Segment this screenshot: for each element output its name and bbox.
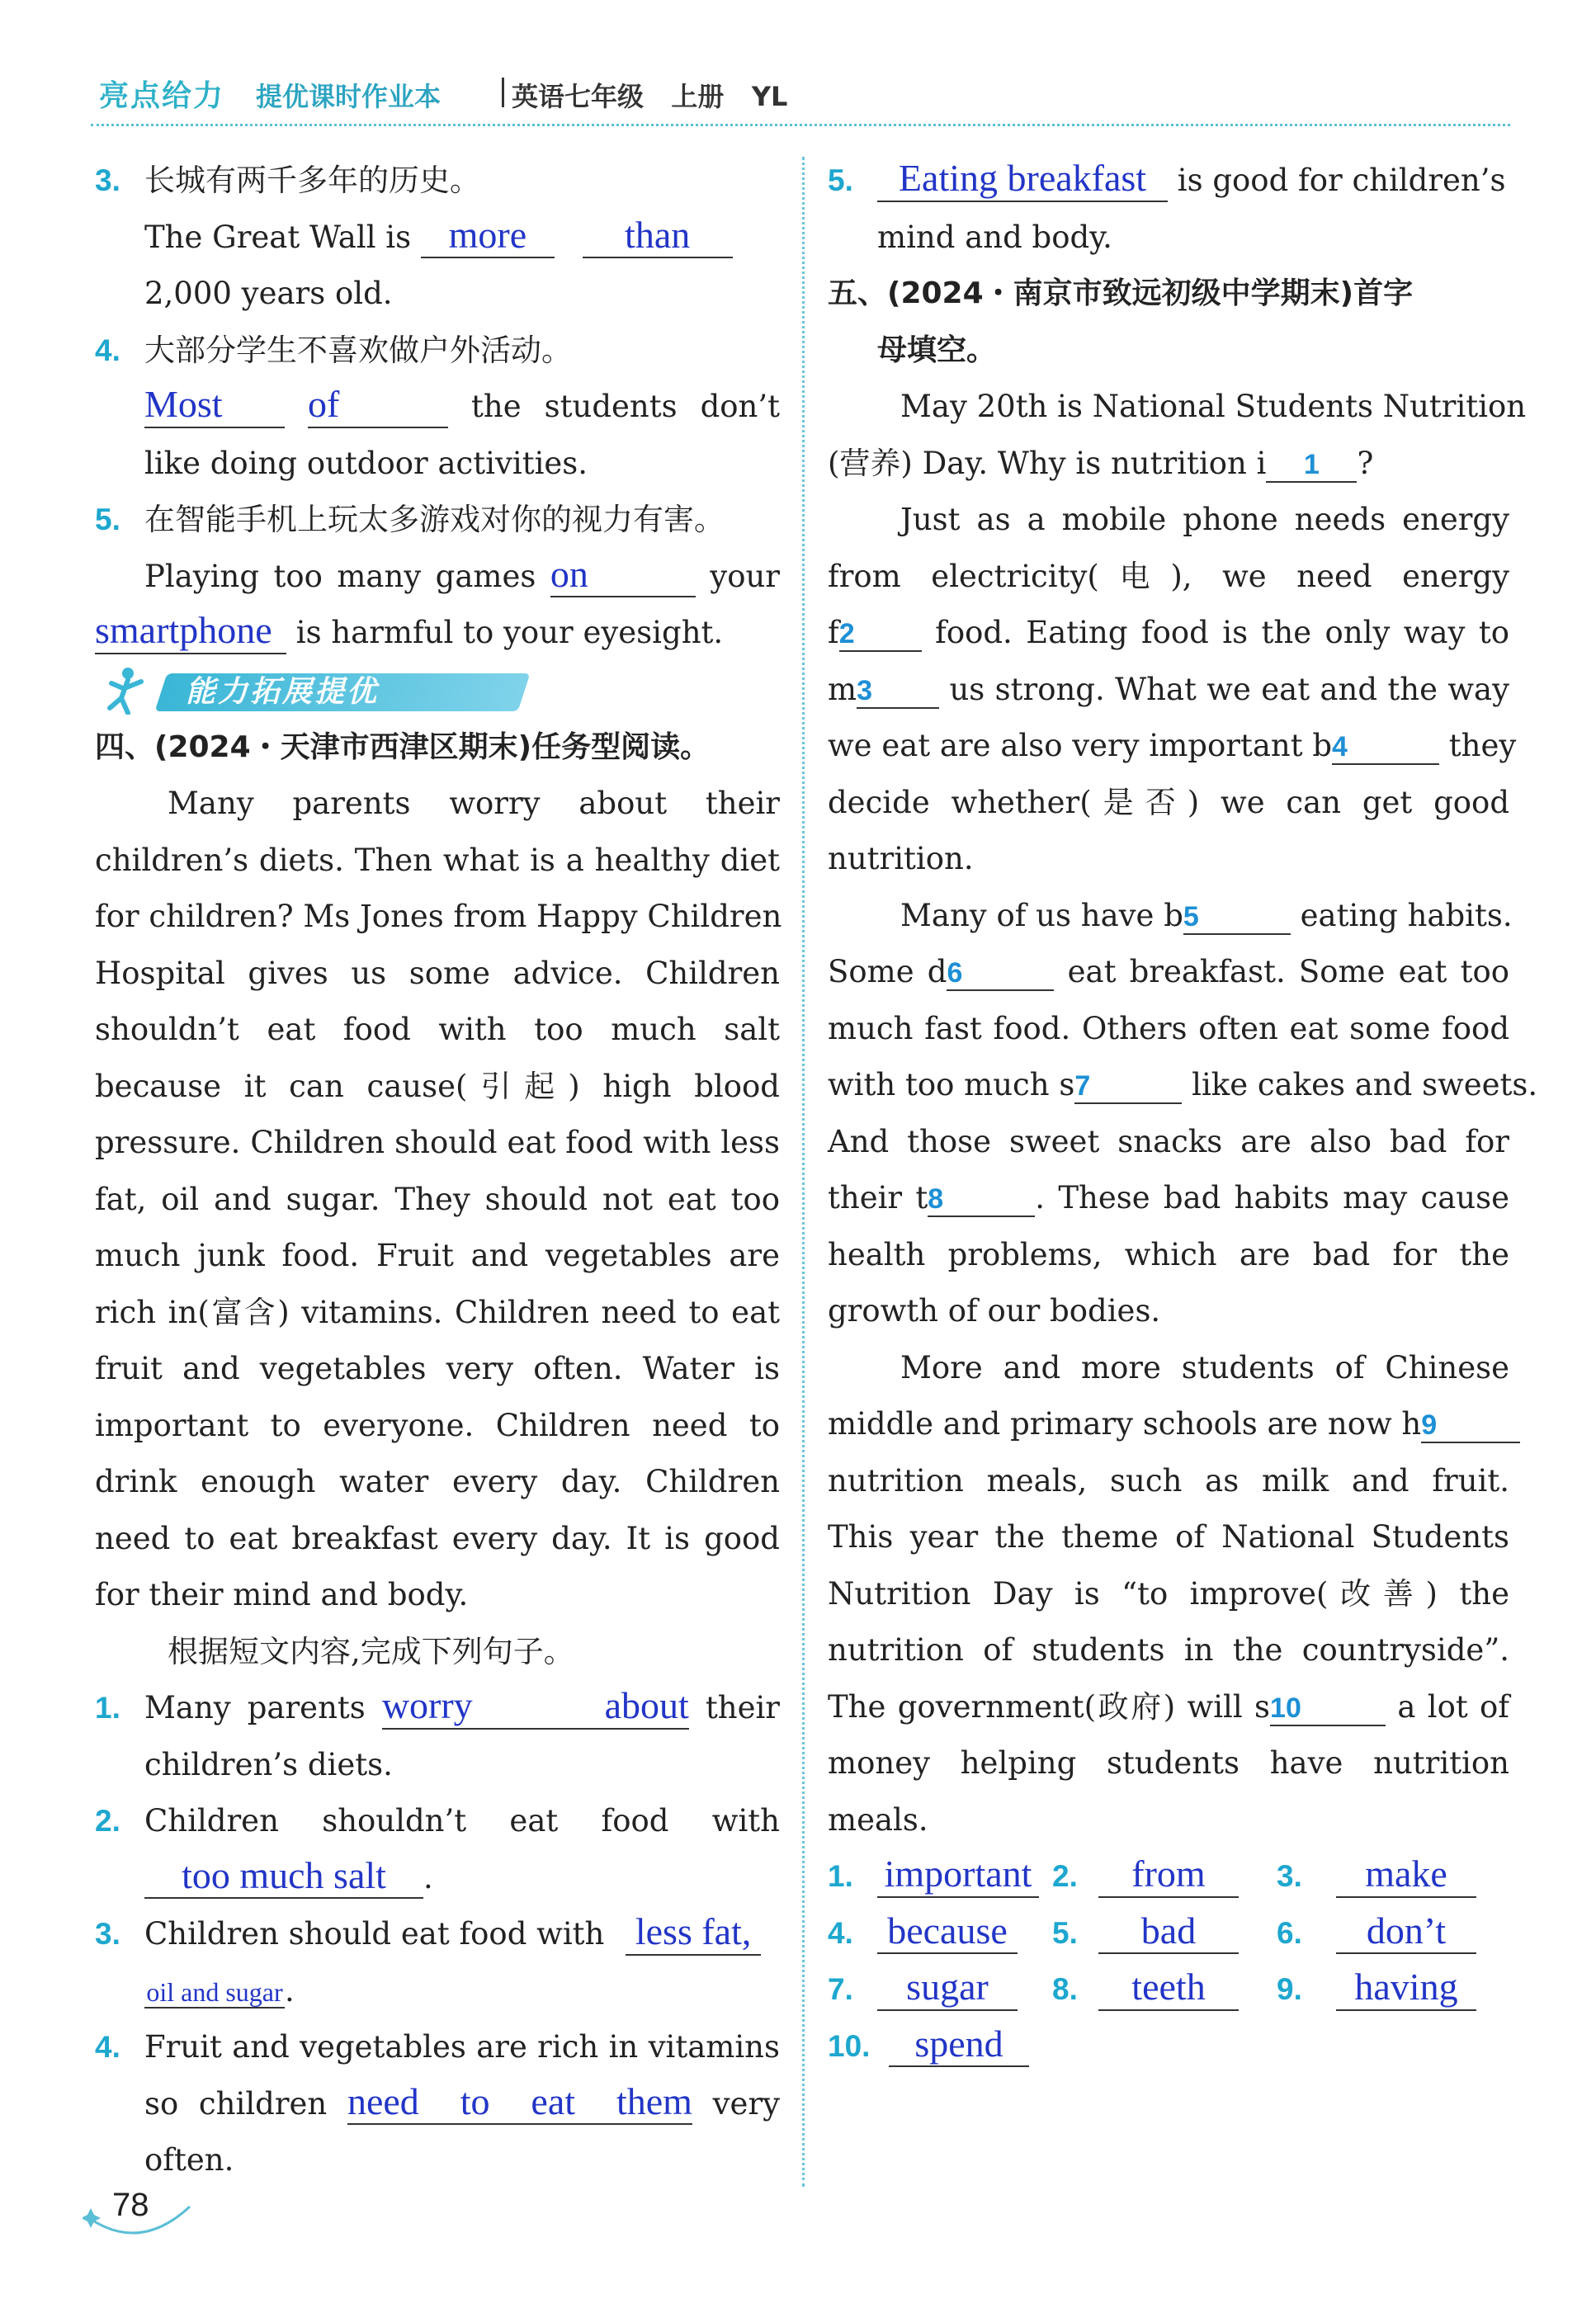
answer-row: 7. sugar 8. teeth 9. having (828, 1961, 1509, 2018)
numbered-blank: 6 (947, 957, 1054, 991)
passage-line: their t8 . These bad habits may cause (828, 1170, 1509, 1227)
numbered-blank: 9 (1421, 1409, 1520, 1443)
item-4-en-2: like doing outdoor activities. (144, 445, 588, 481)
item-5-en: Playing too many games on your (95, 549, 780, 606)
brand-logo: 亮点给力 (99, 79, 225, 113)
question-2-line-2: too much salt . (95, 1850, 780, 1907)
passage-line: children’s diets. Then what is a healthy diet (95, 842, 780, 878)
passage-line: Just as a mobile phone needs energy (900, 502, 1509, 537)
item-5-en-2: smartphone is harmful to your eyesight. (95, 605, 780, 662)
passage-line: Nutrition Day is “to improve(改善) the (828, 1575, 1509, 1612)
answer-blank: spend (889, 2023, 1029, 2068)
numbered-blank: 5 (1183, 901, 1291, 935)
item-3-cn: 3. 长城有两千多年的历史。 (95, 163, 480, 198)
passage-line: nutrition of students in the countryside”. (828, 1632, 1509, 1668)
passage-line: fruit and vegetables very often. Water is (95, 1351, 780, 1386)
passage-line: for children? Ms Jones from Happy Children (95, 899, 782, 934)
question-3: 3. Children should eat food with less fat, (95, 1906, 780, 1963)
question-4-line-2: so children need to eat them very (95, 2076, 780, 2133)
question-2: 2. Children shouldn’t eat food with (95, 1803, 780, 1839)
column-divider (802, 157, 805, 2187)
passage-line: growth of our bodies. (828, 1293, 1161, 1329)
series-title: 提优课时作业本 (256, 81, 441, 112)
answer-blank: Eating breakfast (877, 157, 1168, 202)
passage-line: Hospital gives us some advice. Children (95, 955, 780, 991)
question-5: 5. Eating breakfast is good for children’s (828, 153, 1509, 210)
passage-line: nutrition. (828, 841, 974, 876)
passage-line: with too much s7 like cakes and sweets. (828, 1057, 1509, 1114)
passage-line: m3 us strong. What we eat and the way (828, 662, 1509, 719)
passage-line: This year the theme of National Students (828, 1519, 1509, 1555)
passage-line: Some d6 eat breakfast. Some eat too (828, 944, 1509, 1001)
passage-line: f2 food. Eating food is the only way to (828, 605, 1509, 662)
page-number (83, 2187, 198, 2248)
answer-blank: don’t (1336, 1909, 1476, 1955)
numbered-blank: 4 (1332, 731, 1439, 765)
item-3-en: The Great Wall is more than (95, 210, 780, 267)
banner-text: 能力拓展提优 (186, 674, 380, 709)
question-5-line-2: mind and body. (877, 219, 1112, 255)
passage-line: much fast food. Others often eat some food (828, 1010, 1509, 1046)
passage-line: because it can cause(引起) high blood (95, 1068, 780, 1104)
runner-icon (103, 665, 149, 715)
passage-line: decide whether(是否) we can get good (828, 784, 1509, 820)
answer-blank: teeth (1098, 1966, 1239, 2011)
question-3-line-2: oil and sugar. (95, 1963, 780, 2020)
answer-blank: smartphone (95, 609, 286, 654)
passage-line: And those sweet snacks are also bad for (828, 1123, 1509, 1159)
answer-blank: important (877, 1853, 1039, 1898)
answer-blank: less fat, (626, 1910, 761, 1956)
header-rule (91, 124, 1510, 126)
section-5-title: 五、(2024・南京市致远初级中学期末)首字 (828, 276, 1414, 310)
answer-blank: worry about (382, 1684, 689, 1730)
passage-line: we eat are also very important b4 they (828, 718, 1509, 775)
passage-line: shouldn’t eat food with too much salt (95, 1012, 780, 1047)
question-1: 1. Many parents worry about their (95, 1680, 780, 1737)
item-3-en-2: 2,000 years old. (144, 276, 393, 311)
answer-blank: oil and sugar (144, 1977, 285, 2009)
passage-line: nutrition meals, such as milk and fruit. (828, 1462, 1509, 1499)
answer-blank: Most (144, 383, 285, 428)
answer-blank: from (1098, 1853, 1239, 1898)
section-5-title-2: 母填空。 (877, 333, 997, 367)
answer-blank: bad (1098, 1909, 1239, 1955)
passage-line: health problems, which are bad for the (828, 1236, 1509, 1272)
answer-row: 4. because 5. bad 6. don’t (828, 1905, 1509, 1962)
question-4: 4. Fruit and vegetables are rich in vitamins (95, 2029, 780, 2065)
passage-line: money helping students have nutrition (828, 1745, 1509, 1781)
item-4-cn: 4. 大部分学生不喜欢做户外活动。 (95, 332, 572, 368)
passage-line: (营养) Day. Why is nutrition i 1 ? (828, 436, 1509, 493)
passage-line: need to eat breakfast every day. It is good (95, 1520, 780, 1556)
numbered-blank: 2 (839, 618, 922, 652)
answer-blank: too much salt (144, 1854, 423, 1900)
answer-blank: make (1336, 1853, 1476, 1898)
subject-label: 英语七年级 上册 YL (512, 81, 788, 112)
numbered-blank: 8 (928, 1183, 1035, 1217)
numbered-blank: 10 (1270, 1692, 1386, 1726)
page-number-text: 78 (112, 2187, 149, 2223)
answer-blank: sugar (877, 1966, 1018, 2011)
section-banner (95, 662, 780, 720)
passage-line: May 20th is National Students Nutrition (900, 389, 1527, 424)
passage-line: The government(政府) will s10 a lot of (828, 1679, 1509, 1736)
answer-blank: having (1336, 1966, 1476, 2011)
passage-line: from electricity(电), we need energy (828, 558, 1509, 594)
numbered-blank: 7 (1074, 1070, 1182, 1104)
passage-line: drink enough water every day. Children (95, 1464, 780, 1499)
numbered-blank: 3 (857, 675, 939, 709)
left-column (95, 153, 780, 2189)
passage-line: middle and primary schools are now h9 (828, 1396, 1509, 1453)
passage-line: More and more students of Chinese (900, 1349, 1509, 1385)
instruction: 根据短文内容,完成下列句子。 (168, 1633, 574, 1669)
passage-line: much junk food. Fruit and vegetables are (95, 1238, 780, 1273)
passage-line: for their mind and body. (95, 1577, 469, 1612)
answer-row: 10. spend (828, 2018, 1509, 2075)
passage-line: important to everyone. Children need to (95, 1407, 780, 1443)
answer-row: 1. important 2. from 3. make (828, 1848, 1509, 1905)
answer-blank: of (308, 383, 448, 428)
question-1-line-2: children’s diets. (144, 1746, 393, 1782)
page-header (91, 73, 1510, 122)
answer-blank: more (421, 214, 555, 259)
passage-line: Many parents worry about their (168, 786, 780, 821)
header-divider (502, 78, 504, 107)
item-5-cn: 5. 在智能手机上玩太多游戏对你的视力有害。 (95, 502, 725, 537)
section-4-title: 四、(2024・天津市西津区期末)任务型阅读。 (95, 729, 711, 764)
question-4-line-3: often. (144, 2142, 234, 2178)
right-column (828, 153, 1538, 2075)
passage-line: pressure. Children should eat food with less (95, 1125, 780, 1160)
passage-line: Many of us have b5 eating habits. (828, 888, 1509, 945)
answer-blank: than (583, 214, 733, 259)
answer-blank: on (550, 553, 696, 598)
numbered-blank: 1 (1266, 449, 1357, 483)
answer-blank: because (877, 1909, 1018, 1955)
passage-line: fat, oil and sugar. They should not eat too (95, 1181, 780, 1217)
answer-blank: need to eat them (347, 2080, 692, 2126)
answer-grid (828, 1848, 1509, 2075)
item-4-en: Most of the students don’t (95, 379, 780, 436)
passage-line: rich in(富含) vitamins. Children need to eat (95, 1294, 780, 1330)
passage-line: meals. (828, 1801, 928, 1838)
